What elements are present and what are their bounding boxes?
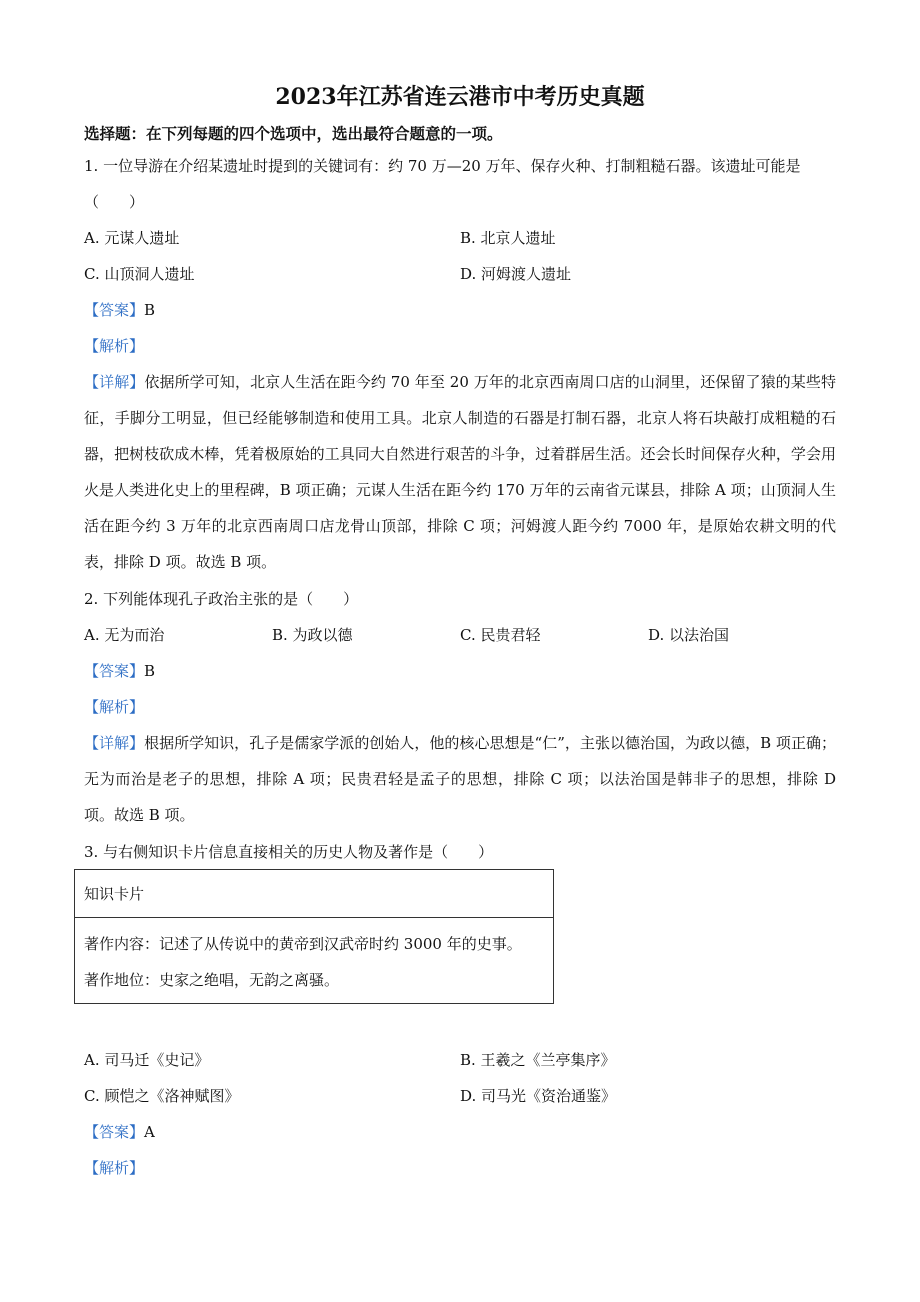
question-3-stem: 3. 与右侧知识卡片信息直接相关的历史人物及著作是（ ）: [84, 843, 494, 861]
question-1-option-b: B. 北京人遗址: [460, 229, 556, 247]
answer-label: 【答案】: [84, 1123, 145, 1141]
detail-text: 依据所学可知，北京人生活在距今约 70 年至 20 万年的北京西南周口店的山洞里，还保留了猿的某些特征，手脚分工明显，但已经能够制造和使用工具。北京人制造的石器是打制石器，北京人将石块敲打成粗糙的石器，把树枝砍成木棒，凭着极原始的工具同大自然进行艰苦的斗争，过着群居生活。还会长时间保存火种，学会用火是人类进化史上的里程碑，B 项正确；元谋人生活在距今约 170 万年的云南省元谋县，排除 A 项；山顶洞人生活在距今约 3 万年的北京西南周口店龙骨山顶部，排除 C 项；河姆渡人距今约 7000 年，是原始农耕文明的代表，排除 D 项。故选 B 项。: [84, 373, 836, 571]
question-2-answer: [84, 653, 155, 689]
knowledge-card-header: 知识卡片: [75, 870, 553, 918]
question-2-stem: 2. 下列能体现孔子政治主张的是（ ）: [84, 590, 359, 608]
question-2-option-c: C. 民贵君轻: [460, 626, 541, 644]
detail-label: 【详解】: [84, 734, 145, 752]
knowledge-card-content: 著作内容：记述了从传说中的黄帝到汉武帝时约 3000 年的史事。: [84, 935, 522, 953]
question-2-option-a: A. 无为而治: [84, 626, 165, 644]
question-1-option-c: C. 山顶洞人遗址: [84, 265, 195, 283]
question-1-stem: 1. 一位导游在介绍某遗址时提到的关键词有：约 70 万—20 万年、保存火种、打制粗糙石器。该遗址可能是（ ）: [84, 157, 801, 211]
question-1-answer: [84, 292, 155, 328]
answer-value: A: [144, 1123, 155, 1141]
question-3-option-c: C. 顾恺之《洛神赋图》: [84, 1087, 240, 1105]
question-3-option-b: B. 王羲之《兰亭集序》: [460, 1051, 616, 1069]
question-2-analysis-label: [84, 689, 144, 725]
question-3-option-a: A. 司马迁《史记》: [84, 1051, 210, 1069]
question-3-option-d: D. 司马光《资治通鉴》: [460, 1087, 617, 1105]
detail-text: 根据所学知识，孔子是儒家学派的创始人，他的核心思想是“仁”，主张以德治国，为政以德，B 项正确；无为而治是老子的思想，排除 A 项；民贵君轻是孟子的思想，排除 C 项；以法治国是韩非子的思想，排除 D 项。故选 B 项。: [84, 734, 836, 824]
knowledge-card-status: 著作地位：史家之绝唱，无韵之离骚。: [84, 971, 340, 989]
page-title: 2023年江苏省连云港市中考历史真题: [275, 84, 645, 110]
answer-value: B: [144, 301, 156, 319]
question-3-answer: [84, 1114, 155, 1150]
question-2-option-d: D. 以法治国: [648, 626, 730, 644]
question-2-detail: [84, 725, 836, 833]
question-1-analysis-label: [84, 328, 144, 364]
answer-label: 【答案】: [84, 301, 145, 319]
analysis-label: 【解析】: [84, 698, 145, 716]
answer-label: 【答案】: [84, 662, 145, 680]
analysis-label: 【解析】: [84, 337, 145, 355]
question-1-detail: [84, 364, 836, 580]
section-heading: 选择题：在下列每题的四个选项中，选出最符合题意的一项。: [84, 124, 503, 143]
detail-label: 【详解】: [84, 373, 145, 391]
answer-value: B: [144, 662, 156, 680]
analysis-label: 【解析】: [84, 1159, 145, 1177]
question-2-option-b: B. 为政以德: [272, 626, 353, 644]
question-3-analysis-label: [84, 1150, 144, 1186]
question-1-option-d: D. 河姆渡人遗址: [460, 265, 572, 283]
question-1-option-a: A. 元谋人遗址: [84, 229, 180, 247]
knowledge-card: [74, 869, 554, 1004]
